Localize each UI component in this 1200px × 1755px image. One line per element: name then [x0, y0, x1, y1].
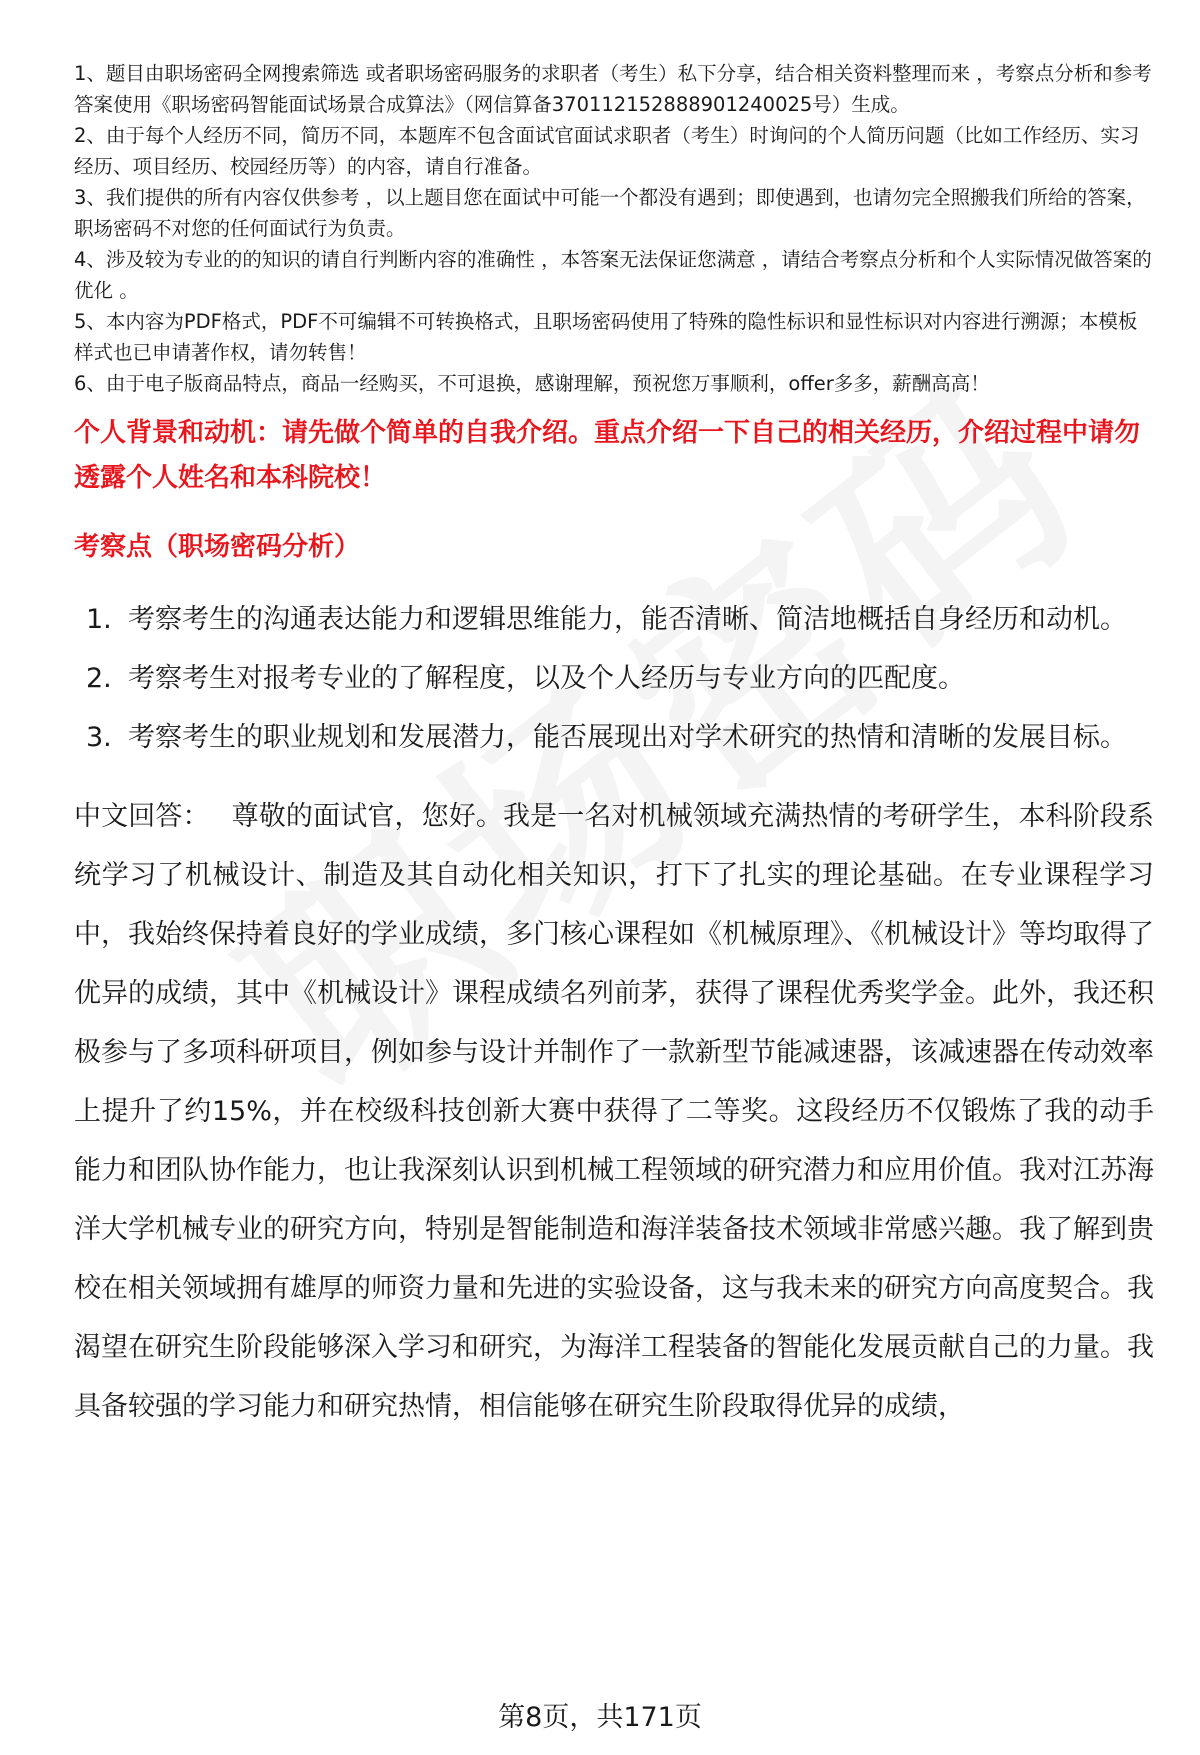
analysis-point [74, 708, 1154, 767]
question-heading: 个人背景和动机：请先做个简单的自我介绍。重点介绍一下自己的相关经历，介绍过程中请勿透露个人姓名和本科院校！ [74, 418, 1141, 493]
point-number: 3. [86, 722, 112, 753]
notice-list [74, 58, 1154, 399]
point-text: 考察考生的职业规划和发展潜力，能否展现出对学术研究的热情和清晰的发展目标。 [128, 722, 1127, 753]
point-number: 2. [86, 663, 112, 694]
answer-text: 尊敬的面试官，您好。我是一名对机械领域充满热情的考研学生，本科阶段系统学习了机械设计、制造及其自动化相关知识，打下了扎实的理论基础。在专业课程学习中，我始终保持着良好的学业成绩，多门核心课程如《机械原理》、《机械设计》等均取得了优异的成绩，其中《机械设计》课程成绩名列前茅，获得了课程优秀奖学金。此外，我还积极参与了多项科研项目，例如参与设计并制作了一款新型节能减速器，该减速器在传动效率上提升了约15%，并在校级科技创新大赛中获得了二等奖。这段经历不仅锻炼了我的动手能力和团队协作能力，也让我深刻认识到机械工程领域的研究潜力和应用价值。我对江苏海洋大学机械专业的研究方向，特别是智能制造和海洋装备技术领域非常感兴趣。我了解到贵校在相关领域拥有雄厚的师资力量和先进的实验设备，这与我未来的研究方向高度契合。我渴望在研究生阶段能够深入学习和研究，为海洋工程装备的智能化发展贡献自己的力量。我具备较强的学习能力和研究热情，相信能够在研究生阶段取得优异的成绩， [74, 801, 1155, 1422]
point-text: 考察考生的沟通表达能力和逻辑思维能力，能否清晰、简洁地概括自身经历和动机。 [128, 604, 1127, 635]
analysis-points [74, 590, 1154, 767]
notice-item: 4、涉及较为专业的的知识的请自行判断内容的准确性 ，本答案无法保证您满意 ，请结合考察点分析和个人实际情况做答案的优化 。 [74, 248, 1152, 302]
answer-label: 中文回答： [74, 801, 210, 832]
notice-item: 6、由于电子版商品特点，商品一经购买，不可退换，感谢理解，预祝您万事顺利，offer多多，薪酬高高！ [74, 372, 990, 395]
notice-item: 3、我们提供的所有内容仅供参考 ，以上题目您在面试中可能一个都没有遇到；即使遇到，也请勿完全照搬我们所给的答案，职场密码不对您的任何面试行为负责。 [74, 186, 1146, 240]
analysis-point [74, 649, 1154, 708]
notice-item: 5、本内容为PDF格式，PDF不可编辑不可转换格式，且职场密码使用了特殊的隐性标识和显性标识对内容进行溯源；本模板样式也已申请著作权，请勿转售！ [74, 310, 1138, 364]
answer-paragraph [74, 787, 1154, 1436]
point-text: 考察考生对报考专业的了解程度，以及个人经历与专业方向的匹配度。 [128, 663, 965, 694]
page-content [74, 58, 1154, 1463]
page-number: 第8页，共171页 [498, 1702, 702, 1733]
analysis-heading: 考察点（职场密码分析） [74, 532, 361, 562]
notice-item: 1、题目由职场密码全网搜索筛选 或者职场密码服务的求职者（考生）私下分享，结合相关资料整理而来 ，考察点分析和参考答案使用《职场密码智能面试场景合成算法》（网信算备370112152888901240025号）生成。 [74, 62, 1152, 116]
analysis-point [74, 590, 1154, 649]
point-number: 1. [86, 604, 112, 635]
notice-item: 2、由于每个人经历不同，简历不同，本题库不包含面试官面试求职者（考生）时询问的个人简历问题（比如工作经历、实习经历、项目经历、校园经历等）的内容，请自行准备。 [74, 124, 1140, 178]
